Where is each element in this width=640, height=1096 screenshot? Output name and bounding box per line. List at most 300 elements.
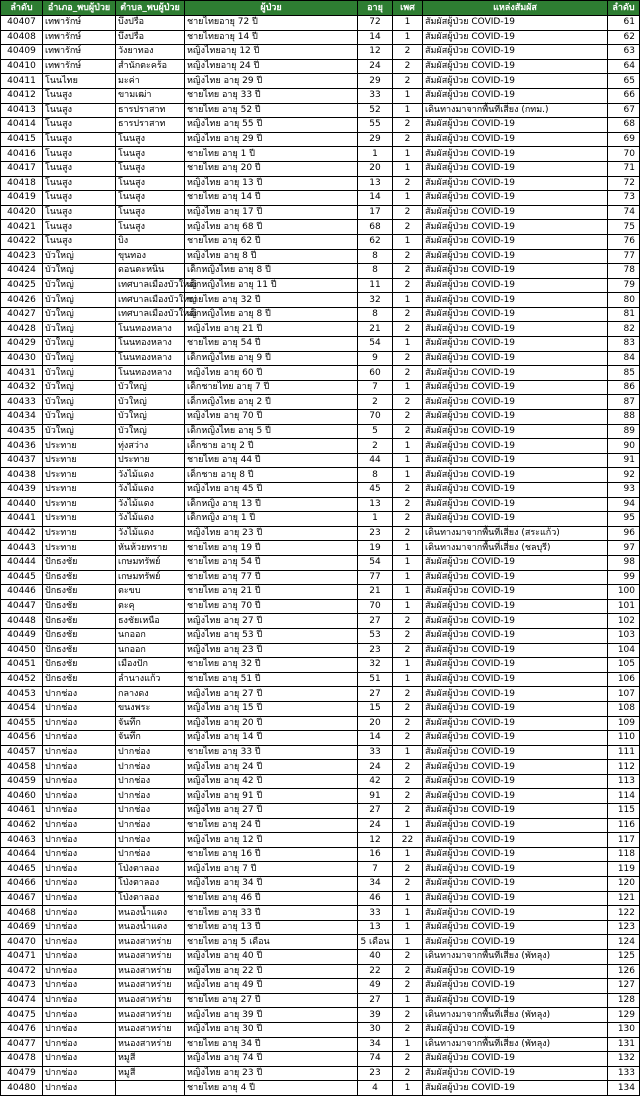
cell-source: สัมผัสผู้ป่วย COVID-19 bbox=[423, 249, 608, 264]
cell-age: 39 bbox=[358, 1008, 393, 1023]
cell-subdistrict: ประทาย bbox=[116, 453, 185, 468]
cell-patient: ชายไทยอายุ 72 ปี bbox=[185, 16, 358, 31]
table-row bbox=[1, 658, 640, 673]
cell-id: 40416 bbox=[1, 147, 43, 162]
cell-sex: 1 bbox=[393, 337, 423, 352]
cell-sex: 1 bbox=[393, 1081, 423, 1096]
table-row bbox=[1, 59, 640, 74]
cell-source: สัมผัสผู้ป่วย COVID-19 bbox=[423, 366, 608, 381]
cell-age: 7 bbox=[358, 862, 393, 877]
cell-district: เทพารักษ์ bbox=[43, 59, 116, 74]
cell-sex: 2 bbox=[393, 220, 423, 235]
cell-id: 40478 bbox=[1, 1052, 43, 1067]
cell-seq: 111 bbox=[608, 745, 640, 760]
cell-district: โนนสูง bbox=[43, 88, 116, 103]
cell-source: สัมผัสผู้ป่วย COVID-19 bbox=[423, 716, 608, 731]
table-row bbox=[1, 541, 640, 556]
cell-subdistrict: โนนสูง bbox=[116, 147, 185, 162]
cell-sex: 1 bbox=[393, 555, 423, 570]
cell-sex: 1 bbox=[393, 380, 423, 395]
cell-seq: 131 bbox=[608, 1037, 640, 1052]
cell-district: โนนสูง bbox=[43, 234, 116, 249]
cell-district: ปักธงชัย bbox=[43, 628, 116, 643]
cell-sex: 1 bbox=[393, 30, 423, 45]
cell-sex: 1 bbox=[393, 16, 423, 31]
cell-age: 23 bbox=[358, 526, 393, 541]
cell-subdistrict: วังยาทอง bbox=[116, 45, 185, 60]
cell-district: ปักธงชัย bbox=[43, 599, 116, 614]
table-row bbox=[1, 935, 640, 950]
cell-seq: 62 bbox=[608, 30, 640, 45]
cell-age: 46 bbox=[358, 891, 393, 906]
cell-age: 20 bbox=[358, 716, 393, 731]
cell-district: ปากช่อง bbox=[43, 1081, 116, 1096]
cell-seq: 63 bbox=[608, 45, 640, 60]
cell-seq: 68 bbox=[608, 118, 640, 133]
cell-district: บัวใหญ่ bbox=[43, 424, 116, 439]
table-row bbox=[1, 118, 640, 133]
cell-district: ประทาย bbox=[43, 453, 116, 468]
cell-sex: 2 bbox=[393, 979, 423, 994]
cell-district: ปากช่อง bbox=[43, 920, 116, 935]
cell-age: 34 bbox=[358, 877, 393, 892]
table-row bbox=[1, 993, 640, 1008]
cell-subdistrict: หนองสาหร่าย bbox=[116, 964, 185, 979]
cell-id: 40414 bbox=[1, 118, 43, 133]
cell-source: สัมผัสผู้ป่วย COVID-19 bbox=[423, 993, 608, 1008]
cell-seq: 108 bbox=[608, 701, 640, 716]
cell-district: ประทาย bbox=[43, 483, 116, 498]
cell-source: สัมผัสผู้ป่วย COVID-19 bbox=[423, 278, 608, 293]
cell-district: ปากช่อง bbox=[43, 745, 116, 760]
cell-id: 40451 bbox=[1, 658, 43, 673]
cell-sex: 2 bbox=[393, 1008, 423, 1023]
table-row bbox=[1, 877, 640, 892]
cell-subdistrict: เทศบาลเมืองบัวใหญ่ bbox=[116, 293, 185, 308]
cell-id: 40420 bbox=[1, 205, 43, 220]
cell-sex: 1 bbox=[393, 891, 423, 906]
cell-sex: 1 bbox=[393, 585, 423, 600]
cell-subdistrict: ปากช่อง bbox=[116, 847, 185, 862]
cell-source: สัมผัสผู้ป่วย COVID-19 bbox=[423, 468, 608, 483]
cell-subdistrict: ธารปราสาท bbox=[116, 103, 185, 118]
cell-district: ปากช่อง bbox=[43, 847, 116, 862]
header-source: แหล่งสัมผัส bbox=[423, 1, 608, 16]
table-row bbox=[1, 979, 640, 994]
cell-source: สัมผัสผู้ป่วย COVID-19 bbox=[423, 760, 608, 775]
cell-source: สัมผัสผู้ป่วย COVID-19 bbox=[423, 439, 608, 454]
cell-id: 40454 bbox=[1, 701, 43, 716]
cell-age: 62 bbox=[358, 234, 393, 249]
table-row bbox=[1, 950, 640, 965]
cell-age: 9 bbox=[358, 351, 393, 366]
cell-district: ปากช่อง bbox=[43, 906, 116, 921]
cell-district: ปากช่อง bbox=[43, 687, 116, 702]
cell-seq: 100 bbox=[608, 585, 640, 600]
cell-seq: 85 bbox=[608, 366, 640, 381]
cell-age: 5 bbox=[358, 424, 393, 439]
cell-subdistrict: หนองสาหร่าย bbox=[116, 979, 185, 994]
cell-age: 77 bbox=[358, 570, 393, 585]
cell-sex: 22 bbox=[393, 833, 423, 848]
cell-source: สัมผัสผู้ป่วย COVID-19 bbox=[423, 410, 608, 425]
cell-id: 40477 bbox=[1, 1037, 43, 1052]
cell-seq: 87 bbox=[608, 395, 640, 410]
cell-age: 1 bbox=[358, 147, 393, 162]
table-row bbox=[1, 132, 640, 147]
cell-district: บัวใหญ่ bbox=[43, 322, 116, 337]
cell-district: ปักธงชัย bbox=[43, 570, 116, 585]
cell-subdistrict: ปากช่อง bbox=[116, 745, 185, 760]
cell-district: ประทาย bbox=[43, 526, 116, 541]
cell-source: เดินทางมาจากพื้นที่เสี่ยง (กทม.) bbox=[423, 103, 608, 118]
cell-sex: 1 bbox=[393, 234, 423, 249]
cell-subdistrict: ขุนทอง bbox=[116, 249, 185, 264]
cell-patient: เด็กหญิงไทย อายุ 8 ปี bbox=[185, 307, 358, 322]
cell-source: สัมผัสผู้ป่วย COVID-19 bbox=[423, 833, 608, 848]
cell-seq: 86 bbox=[608, 380, 640, 395]
table-row bbox=[1, 88, 640, 103]
cell-patient: เด็กหญิงไทย อายุ 11 ปี bbox=[185, 278, 358, 293]
table-row bbox=[1, 643, 640, 658]
cell-age: 13 bbox=[358, 176, 393, 191]
cell-patient: หญิงไทย อายุ 60 ปี bbox=[185, 366, 358, 381]
cell-seq: 132 bbox=[608, 1052, 640, 1067]
cell-id: 40452 bbox=[1, 672, 43, 687]
cell-sex: 1 bbox=[393, 439, 423, 454]
cell-patient: เด็กชาย อายุ 8 ปี bbox=[185, 468, 358, 483]
table-row bbox=[1, 249, 640, 264]
cell-id: 40440 bbox=[1, 497, 43, 512]
table-row bbox=[1, 833, 640, 848]
cell-age: 8 bbox=[358, 249, 393, 264]
cell-id: 40432 bbox=[1, 380, 43, 395]
cell-patient: หญิงไทย อายุ 14 ปี bbox=[185, 731, 358, 746]
table-row bbox=[1, 220, 640, 235]
cell-age: 21 bbox=[358, 585, 393, 600]
cell-id: 40466 bbox=[1, 877, 43, 892]
cell-source: สัมผัสผู้ป่วย COVID-19 bbox=[423, 147, 608, 162]
cell-seq: 72 bbox=[608, 176, 640, 191]
cell-subdistrict: โนนสูง bbox=[116, 220, 185, 235]
cell-seq: 127 bbox=[608, 979, 640, 994]
cell-subdistrict: หนองสาหร่าย bbox=[116, 993, 185, 1008]
cell-patient: ชายไทย อายุ 16 ปี bbox=[185, 847, 358, 862]
cell-district: ปักธงชัย bbox=[43, 658, 116, 673]
cell-district: บัวใหญ่ bbox=[43, 264, 116, 279]
cell-source: สัมผัสผู้ป่วย COVID-19 bbox=[423, 614, 608, 629]
cell-age: 11 bbox=[358, 278, 393, 293]
cell-sex: 2 bbox=[393, 395, 423, 410]
cell-sex: 1 bbox=[393, 191, 423, 206]
cell-id: 40433 bbox=[1, 395, 43, 410]
cell-seq: 82 bbox=[608, 322, 640, 337]
cell-seq: 133 bbox=[608, 1066, 640, 1081]
cell-seq: 116 bbox=[608, 818, 640, 833]
cell-subdistrict: ตะคุ bbox=[116, 599, 185, 614]
cell-id: 40413 bbox=[1, 103, 43, 118]
cell-district: โนนสูง bbox=[43, 191, 116, 206]
cell-sex: 1 bbox=[393, 672, 423, 687]
cell-district: ปากช่อง bbox=[43, 1037, 116, 1052]
cell-age: 72 bbox=[358, 16, 393, 31]
cell-patient: หญิงไทย อายุ 20 ปี bbox=[185, 716, 358, 731]
cell-patient: ชายไทย อายุ 19 ปี bbox=[185, 541, 358, 556]
cell-source: สัมผัสผู้ป่วย COVID-19 bbox=[423, 88, 608, 103]
cell-subdistrict: บัวใหญ่ bbox=[116, 395, 185, 410]
cell-seq: 119 bbox=[608, 862, 640, 877]
cell-subdistrict: โนนทองหลาง bbox=[116, 337, 185, 352]
cell-sex: 1 bbox=[393, 541, 423, 556]
cell-id: 40408 bbox=[1, 30, 43, 45]
cell-seq: 123 bbox=[608, 920, 640, 935]
table-row bbox=[1, 45, 640, 60]
cell-patient: ชายไทย อายุ 46 ปี bbox=[185, 891, 358, 906]
cell-subdistrict: วังไม้แดง bbox=[116, 483, 185, 498]
cell-id: 40463 bbox=[1, 833, 43, 848]
cell-id: 40446 bbox=[1, 585, 43, 600]
cell-patient: หญิงไทย อายุ 49 ปี bbox=[185, 979, 358, 994]
cell-id: 40445 bbox=[1, 570, 43, 585]
cell-source: สัมผัสผู้ป่วย COVID-19 bbox=[423, 264, 608, 279]
cell-patient: ชายไทย อายุ 33 ปี bbox=[185, 88, 358, 103]
cell-id: 40428 bbox=[1, 322, 43, 337]
table-row bbox=[1, 1037, 640, 1052]
cell-district: ปากช่อง bbox=[43, 1066, 116, 1081]
cell-patient: ชายไทย อายุ 62 ปี bbox=[185, 234, 358, 249]
cell-patient: ชายไทย อายุ 32 ปี bbox=[185, 658, 358, 673]
cell-sex: 1 bbox=[393, 147, 423, 162]
cell-seq: 74 bbox=[608, 205, 640, 220]
cell-seq: 75 bbox=[608, 220, 640, 235]
cell-id: 40426 bbox=[1, 293, 43, 308]
cell-id: 40444 bbox=[1, 555, 43, 570]
cell-district: บัวใหญ่ bbox=[43, 366, 116, 381]
cell-id: 40435 bbox=[1, 424, 43, 439]
table-row bbox=[1, 760, 640, 775]
cell-patient: เด็กหญิง อายุ 13 ปี bbox=[185, 497, 358, 512]
cell-id: 40457 bbox=[1, 745, 43, 760]
table-row bbox=[1, 716, 640, 731]
cell-sex: 1 bbox=[393, 570, 423, 585]
cell-seq: 117 bbox=[608, 833, 640, 848]
cell-sex: 2 bbox=[393, 643, 423, 658]
cell-id: 40476 bbox=[1, 1022, 43, 1037]
cell-source: สัมผัสผู้ป่วย COVID-19 bbox=[423, 643, 608, 658]
cell-sex: 1 bbox=[393, 161, 423, 176]
cell-seq: 114 bbox=[608, 789, 640, 804]
header-age: อายุ bbox=[358, 1, 393, 16]
cell-age: 30 bbox=[358, 1022, 393, 1037]
cell-source: สัมผัสผู้ป่วย COVID-19 bbox=[423, 847, 608, 862]
cell-patient: หญิงไทย อายุ 13 ปี bbox=[185, 176, 358, 191]
cell-age: 5 เดือน bbox=[358, 935, 393, 950]
cell-district: เทพารักษ์ bbox=[43, 16, 116, 31]
cell-patient: หญิงไทย อายุ 22 ปี bbox=[185, 964, 358, 979]
cell-sex: 1 bbox=[393, 906, 423, 921]
cell-age: 13 bbox=[358, 920, 393, 935]
cell-seq: 106 bbox=[608, 672, 640, 687]
cell-district: โนนสูง bbox=[43, 118, 116, 133]
cell-age: 8 bbox=[358, 307, 393, 322]
cell-source: สัมผัสผู้ป่วย COVID-19 bbox=[423, 774, 608, 789]
cell-patient: ชายไทยอายุ 14 ปี bbox=[185, 30, 358, 45]
cell-source: สัมผัสผู้ป่วย COVID-19 bbox=[423, 862, 608, 877]
cell-sex: 2 bbox=[393, 59, 423, 74]
cell-age: 33 bbox=[358, 745, 393, 760]
cell-source: เดินทางมาจากพื้นที่เสี่ยง (พัทลุง) bbox=[423, 1037, 608, 1052]
cell-district: ปักธงชัย bbox=[43, 614, 116, 629]
cell-seq: 105 bbox=[608, 658, 640, 673]
cell-id: 40479 bbox=[1, 1066, 43, 1081]
cell-patient: ชายไทย อายุ 44 ปี bbox=[185, 453, 358, 468]
cell-sex: 1 bbox=[393, 847, 423, 862]
table-row bbox=[1, 439, 640, 454]
cell-id: 40469 bbox=[1, 920, 43, 935]
cell-source: สัมผัสผู้ป่วย COVID-19 bbox=[423, 731, 608, 746]
cell-id: 40449 bbox=[1, 628, 43, 643]
cell-age: 12 bbox=[358, 833, 393, 848]
cell-seq: 134 bbox=[608, 1081, 640, 1096]
cell-sex: 1 bbox=[393, 993, 423, 1008]
cell-subdistrict: ลำนางแก้ว bbox=[116, 672, 185, 687]
cell-subdistrict: โป่งตาลอง bbox=[116, 891, 185, 906]
cell-age: 1 bbox=[358, 512, 393, 527]
table-row bbox=[1, 745, 640, 760]
cell-patient: หญิงไทย อายุ 21 ปี bbox=[185, 322, 358, 337]
cell-district: ปากช่อง bbox=[43, 891, 116, 906]
cell-seq: 128 bbox=[608, 993, 640, 1008]
cell-seq: 83 bbox=[608, 337, 640, 352]
cell-source: เดินทางมาจากพื้นที่เสี่ยง (ชลบุรี) bbox=[423, 541, 608, 556]
cell-id: 40456 bbox=[1, 731, 43, 746]
table-row bbox=[1, 804, 640, 819]
cell-source: สัมผัสผู้ป่วย COVID-19 bbox=[423, 599, 608, 614]
cell-sex: 1 bbox=[393, 468, 423, 483]
cell-subdistrict: โนนสูง bbox=[116, 161, 185, 176]
cell-seq: 78 bbox=[608, 264, 640, 279]
cell-age: 51 bbox=[358, 672, 393, 687]
cell-id: 40459 bbox=[1, 774, 43, 789]
cell-seq: 102 bbox=[608, 614, 640, 629]
cell-age: 12 bbox=[358, 45, 393, 60]
cell-subdistrict: เทศบาลเมืองบัวใหญ่ bbox=[116, 278, 185, 293]
cell-source: สัมผัสผู้ป่วย COVID-19 bbox=[423, 220, 608, 235]
cell-seq: 84 bbox=[608, 351, 640, 366]
cell-patient: ชายไทย อายุ 13 ปี bbox=[185, 920, 358, 935]
cell-source: สัมผัสผู้ป่วย COVID-19 bbox=[423, 818, 608, 833]
table-row bbox=[1, 526, 640, 541]
cell-subdistrict: กลางดง bbox=[116, 687, 185, 702]
cell-subdistrict: เกษมทรัพย์ bbox=[116, 555, 185, 570]
cell-seq: 126 bbox=[608, 964, 640, 979]
cell-seq: 80 bbox=[608, 293, 640, 308]
cell-subdistrict: ทุ่งสว่าง bbox=[116, 439, 185, 454]
cell-seq: 120 bbox=[608, 877, 640, 892]
cell-age: 54 bbox=[358, 337, 393, 352]
table-body bbox=[1, 16, 640, 1096]
cell-id: 40439 bbox=[1, 483, 43, 498]
table-row bbox=[1, 964, 640, 979]
cell-age: 70 bbox=[358, 410, 393, 425]
table-row bbox=[1, 628, 640, 643]
cell-patient: เด็กชายไทย อายุ 7 ปี bbox=[185, 380, 358, 395]
cell-district: บัวใหญ่ bbox=[43, 351, 116, 366]
cell-sex: 2 bbox=[393, 716, 423, 731]
cell-subdistrict: นกออก bbox=[116, 643, 185, 658]
cell-patient: ชายไทย อายุ 34 ปี bbox=[185, 1037, 358, 1052]
cell-subdistrict: วังไม้แดง bbox=[116, 512, 185, 527]
table-row bbox=[1, 891, 640, 906]
cell-sex: 2 bbox=[393, 731, 423, 746]
cell-seq: 118 bbox=[608, 847, 640, 862]
cell-source: สัมผัสผู้ป่วย COVID-19 bbox=[423, 1081, 608, 1096]
cell-sex: 2 bbox=[393, 205, 423, 220]
cell-sex: 2 bbox=[393, 1052, 423, 1067]
cell-district: ประทาย bbox=[43, 497, 116, 512]
cell-patient: หญิงไทย อายุ 39 ปี bbox=[185, 1008, 358, 1023]
cell-age: 74 bbox=[358, 1052, 393, 1067]
cell-age: 42 bbox=[358, 774, 393, 789]
cell-sex: 2 bbox=[393, 1066, 423, 1081]
cell-age: 55 bbox=[358, 118, 393, 133]
cell-district: บัวใหญ่ bbox=[43, 410, 116, 425]
header-row bbox=[1, 1, 640, 16]
cell-seq: 67 bbox=[608, 103, 640, 118]
table-row bbox=[1, 278, 640, 293]
cell-source: สัมผัสผู้ป่วย COVID-19 bbox=[423, 293, 608, 308]
table-row bbox=[1, 74, 640, 89]
cell-patient: หญิงไทย อายุ 40 ปี bbox=[185, 950, 358, 965]
cell-id: 40450 bbox=[1, 643, 43, 658]
cell-subdistrict: ดอนตะหนิน bbox=[116, 264, 185, 279]
cell-district: ปากช่อง bbox=[43, 804, 116, 819]
cell-subdistrict: หนองสาหร่าย bbox=[116, 950, 185, 965]
cell-seq: 101 bbox=[608, 599, 640, 614]
cell-patient: หญิงไทย อายุ 27 ปี bbox=[185, 804, 358, 819]
cell-id: 40417 bbox=[1, 161, 43, 176]
cell-sex: 1 bbox=[393, 599, 423, 614]
cell-district: ปักธงชัย bbox=[43, 585, 116, 600]
cell-sex: 1 bbox=[393, 745, 423, 760]
cell-seq: 76 bbox=[608, 234, 640, 249]
cell-district: ปากช่อง bbox=[43, 964, 116, 979]
cell-source: สัมผัสผู้ป่วย COVID-19 bbox=[423, 118, 608, 133]
cell-seq: 65 bbox=[608, 74, 640, 89]
cell-patient: หญิงไทย อายุ 24 ปี bbox=[185, 760, 358, 775]
cell-id: 40409 bbox=[1, 45, 43, 60]
cell-id: 40460 bbox=[1, 789, 43, 804]
cell-patient: ชายไทย อายุ 33 ปี bbox=[185, 906, 358, 921]
cell-seq: 122 bbox=[608, 906, 640, 921]
table-row bbox=[1, 1022, 640, 1037]
cell-source: สัมผัสผู้ป่วย COVID-19 bbox=[423, 483, 608, 498]
cell-sex: 2 bbox=[393, 424, 423, 439]
cell-id: 40475 bbox=[1, 1008, 43, 1023]
cell-district: ปากช่อง bbox=[43, 862, 116, 877]
cell-subdistrict: เมืองปัก bbox=[116, 658, 185, 673]
cell-seq: 66 bbox=[608, 88, 640, 103]
cell-subdistrict: หมูสี bbox=[116, 1066, 185, 1081]
cell-sex: 1 bbox=[393, 658, 423, 673]
cell-patient: หญิงไทย อายุ 23 ปี bbox=[185, 643, 358, 658]
cell-subdistrict: หนองน้ำแดง bbox=[116, 920, 185, 935]
cell-id: 40415 bbox=[1, 132, 43, 147]
cell-age: 27 bbox=[358, 687, 393, 702]
cell-age: 45 bbox=[358, 483, 393, 498]
cell-id: 40448 bbox=[1, 614, 43, 629]
cell-patient: เด็กหญิงไทย อายุ 9 ปี bbox=[185, 351, 358, 366]
